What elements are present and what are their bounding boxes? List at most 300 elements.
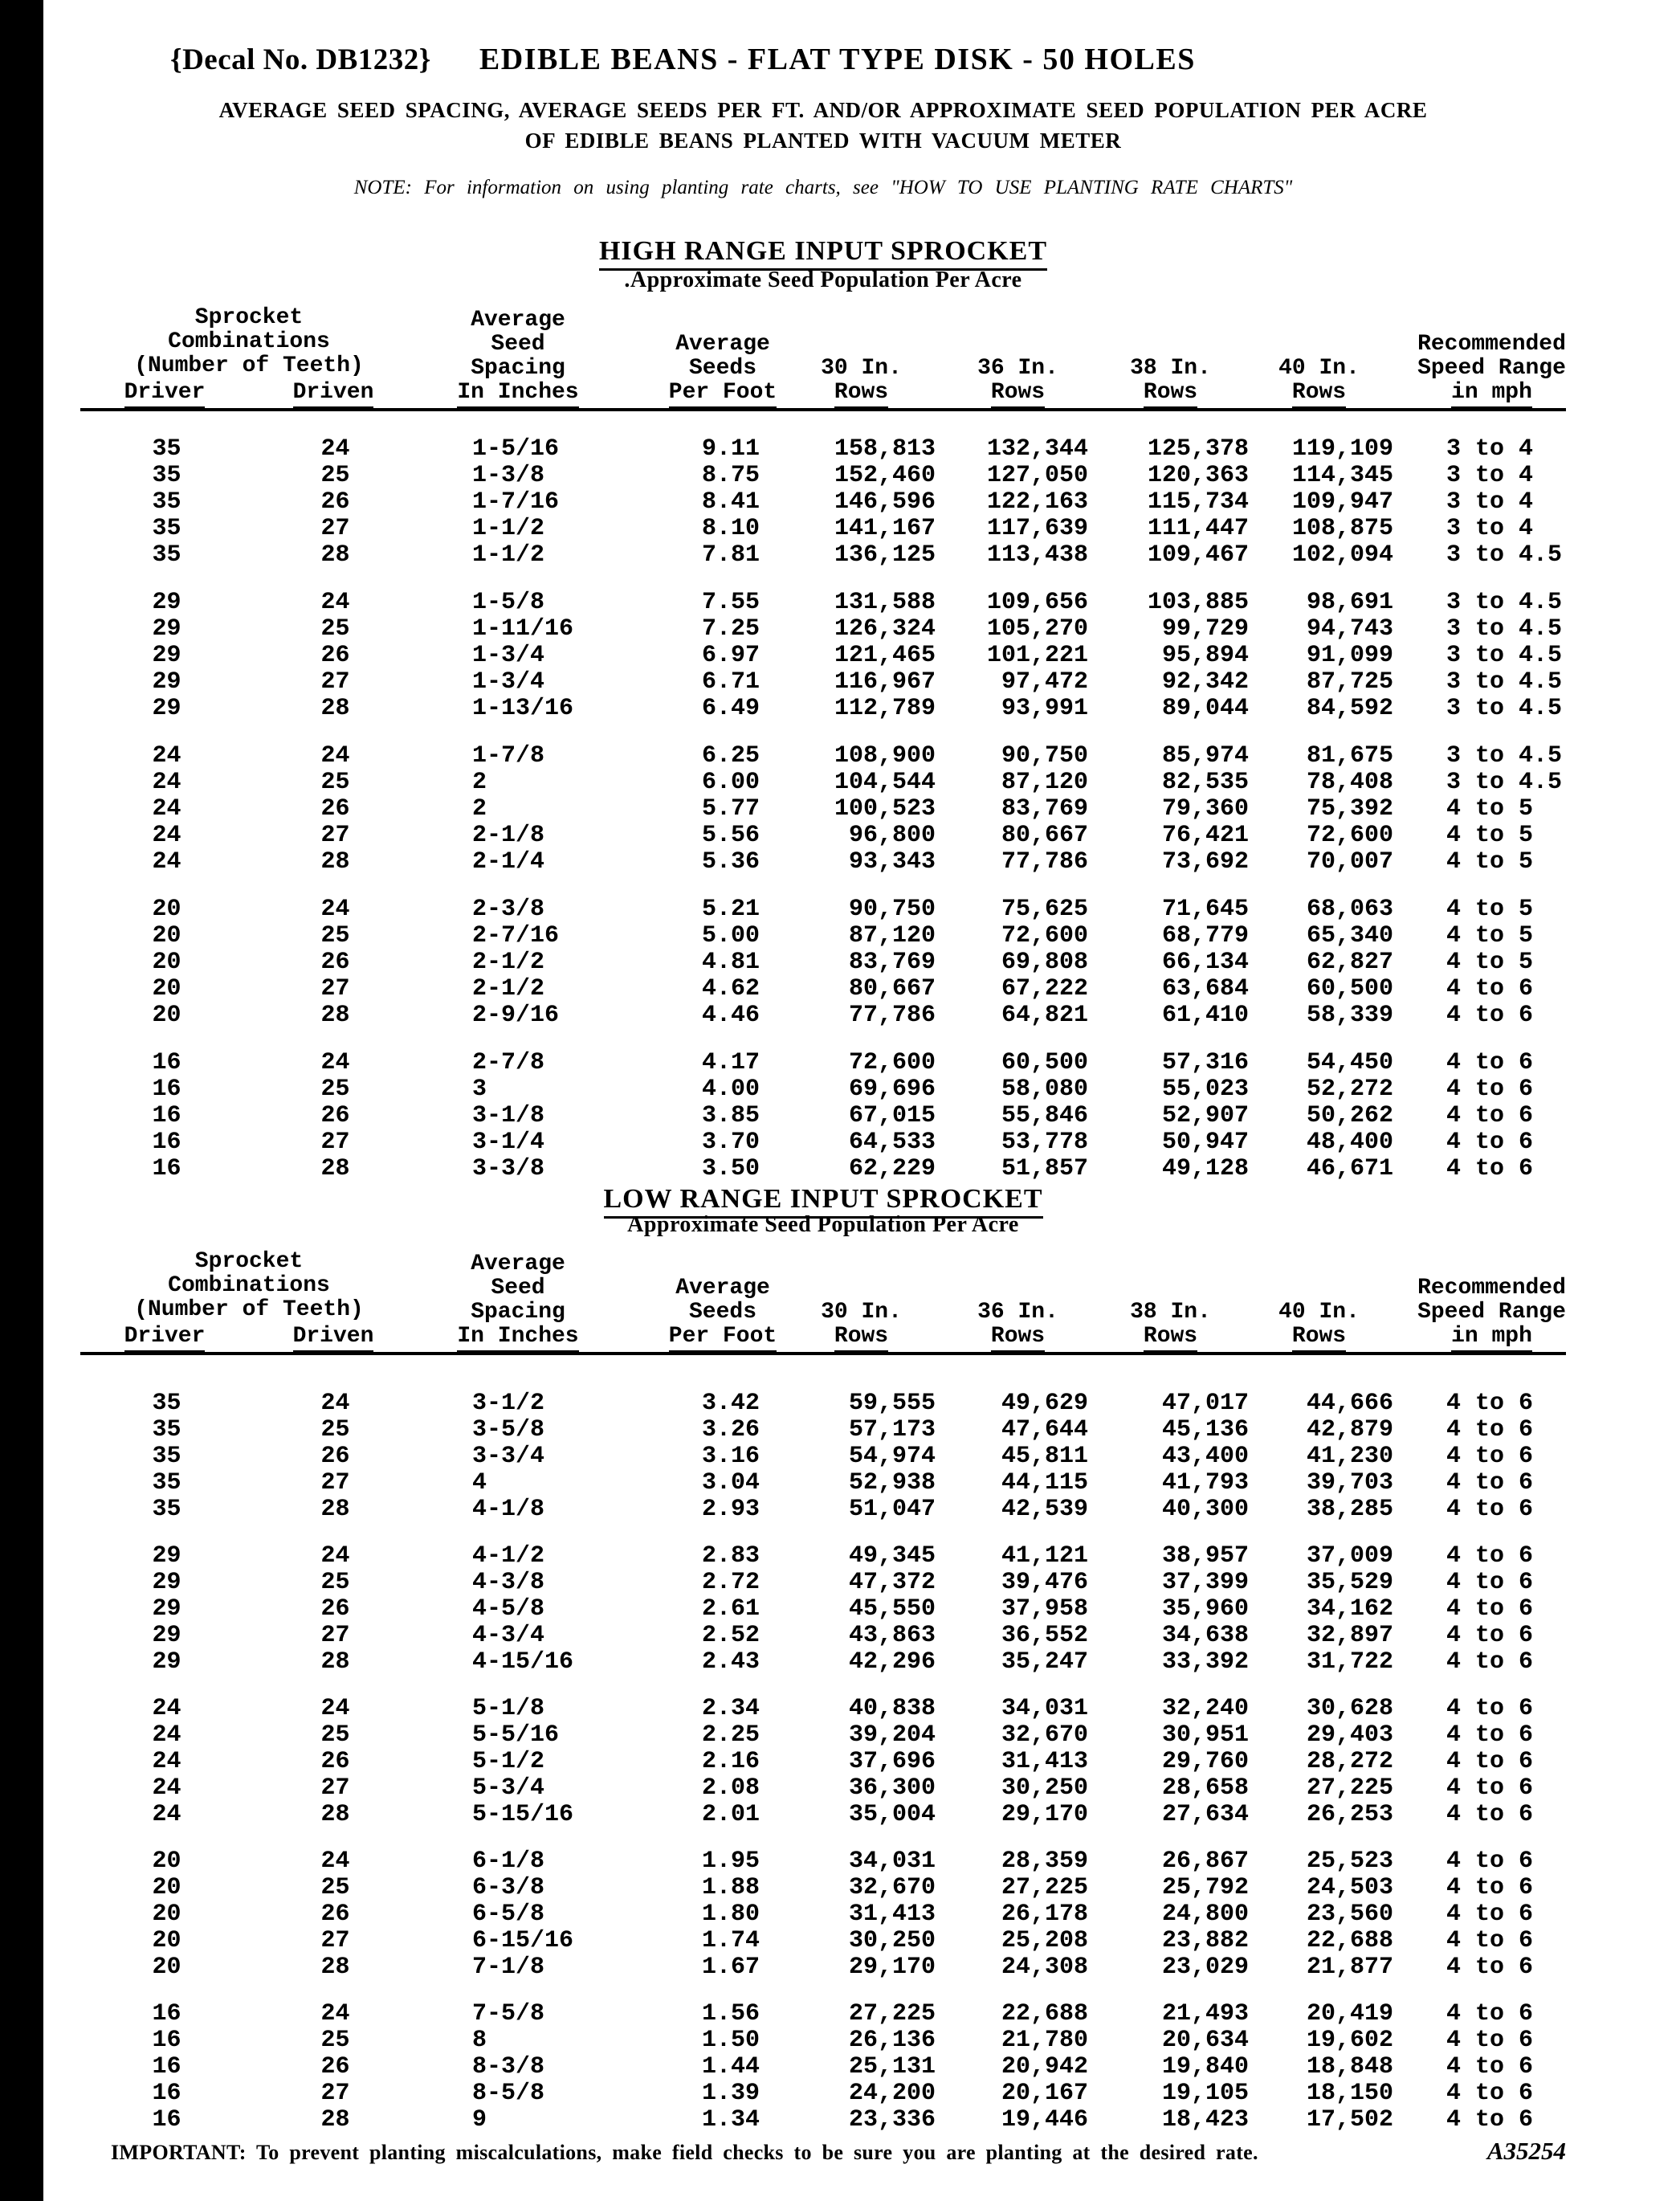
table-cell: 6-3/8 xyxy=(472,1874,545,1901)
table-cell: 68,779 xyxy=(1161,922,1249,949)
table-cell: 6.71 xyxy=(701,668,760,696)
table-cell: 50,947 xyxy=(1161,1129,1249,1156)
table-cell: 4 to 6 xyxy=(1446,1569,1534,1596)
driven-header: Driven xyxy=(249,1325,418,1353)
table-cell: 49,128 xyxy=(1161,1155,1249,1182)
table-cell: 19,602 xyxy=(1306,2027,1393,2054)
table-cell: 1.67 xyxy=(701,1954,760,1981)
sprocket-group xyxy=(80,2001,1566,2134)
table-cell: 25 xyxy=(320,1721,350,1749)
table-cell: 3.04 xyxy=(701,1469,760,1497)
table-cell: 24,308 xyxy=(1001,1954,1088,1981)
table-cell: 16 xyxy=(152,2080,181,2107)
table-cell: 16 xyxy=(152,2053,181,2081)
table-cell: 9 xyxy=(472,2106,487,2134)
table-cell: 1-5/8 xyxy=(472,589,545,616)
table-cell: 29,170 xyxy=(848,1954,936,1981)
table-cell: 57,173 xyxy=(848,1416,936,1444)
table-row xyxy=(80,463,1566,489)
table-cell: 42,296 xyxy=(848,1648,936,1676)
table-row xyxy=(80,1390,1566,1417)
table-cell: 69,696 xyxy=(848,1076,936,1103)
table-cell: 100,523 xyxy=(834,795,936,823)
table-row xyxy=(80,1722,1566,1749)
table-cell: 24 xyxy=(152,742,181,770)
table-cell: 28 xyxy=(320,1155,350,1182)
table-cell: 81,675 xyxy=(1306,742,1393,770)
table-cell: 109,947 xyxy=(1291,488,1393,516)
table-cell: 5.36 xyxy=(701,848,760,876)
table-cell: 114,345 xyxy=(1291,462,1393,489)
table-cell: 1.95 xyxy=(701,1848,760,1875)
table-cell: 4 to 5 xyxy=(1446,922,1534,949)
table-cell: 42,879 xyxy=(1306,1416,1393,1444)
table-cell: 28 xyxy=(320,1801,350,1828)
table-cell: 4 to 6 xyxy=(1446,1496,1534,1523)
table-cell: 87,120 xyxy=(1001,769,1088,796)
table-cell: 132,344 xyxy=(986,435,1088,463)
table-cell: 1.39 xyxy=(701,2080,760,2107)
table-cell: 8.10 xyxy=(701,515,760,542)
table-cell: 158,813 xyxy=(834,435,936,463)
low-range-table xyxy=(80,1390,1566,2154)
scan-edge-artifact xyxy=(0,0,43,2201)
table-cell: 68,063 xyxy=(1306,896,1393,923)
table-cell: 3 to 4 xyxy=(1446,462,1534,489)
table-cell: 67,015 xyxy=(848,1102,936,1129)
table-row xyxy=(80,1050,1566,1076)
table-cell: 27 xyxy=(320,975,350,1002)
driven-header: Driven xyxy=(249,381,418,409)
table-cell: 16 xyxy=(152,1102,181,1129)
table-cell: 4 to 6 xyxy=(1446,1874,1534,1901)
table-cell: 4-5/8 xyxy=(472,1595,545,1623)
table-cell: 4 to 6 xyxy=(1446,1848,1534,1875)
table-cell: 3 to 4.5 xyxy=(1446,668,1563,696)
title-row xyxy=(170,42,1196,77)
table-cell: 41,793 xyxy=(1161,1469,1249,1497)
table-cell: 113,438 xyxy=(986,541,1088,569)
table-cell: 27 xyxy=(320,2080,350,2107)
table-cell: 3 to 4.5 xyxy=(1446,742,1563,770)
table-cell: 4 to 6 xyxy=(1446,2053,1534,2081)
table-cell: 131,588 xyxy=(834,589,936,616)
high-range-heading: HIGH RANGE INPUT SPROCKET xyxy=(80,236,1566,267)
table-cell: 72,600 xyxy=(848,1049,936,1076)
table-cell: 32,670 xyxy=(1001,1721,1088,1749)
table-row xyxy=(80,2054,1566,2081)
table-cell: 28 xyxy=(320,1496,350,1523)
table-cell: 5-3/4 xyxy=(472,1774,545,1802)
table-cell: 24 xyxy=(320,435,350,463)
table-row xyxy=(80,669,1566,696)
table-row xyxy=(80,1103,1566,1129)
table-cell: 60,500 xyxy=(1001,1049,1088,1076)
rows-30-in-header: 30 In. Rows xyxy=(803,1301,956,1353)
table-cell: 3 to 4.5 xyxy=(1446,589,1563,616)
table-cell: 3-1/4 xyxy=(472,1129,545,1156)
table-cell: 24 xyxy=(152,769,181,796)
table-cell: 2-7/8 xyxy=(472,1049,545,1076)
table-cell: 64,533 xyxy=(848,1129,936,1156)
table-cell: 45,550 xyxy=(848,1595,936,1623)
table-cell: 29 xyxy=(152,695,181,722)
table-cell: 32,240 xyxy=(1161,1695,1249,1722)
table-row xyxy=(80,1596,1566,1623)
table-cell: 4 to 6 xyxy=(1446,1542,1534,1570)
table-cell: 112,789 xyxy=(834,695,936,722)
seed-spacing-header: Average Seed Spacing In Inches xyxy=(418,308,642,409)
table-cell: 4 to 6 xyxy=(1446,1748,1534,1775)
table-cell: 84,592 xyxy=(1306,695,1393,722)
table-cell: 27,225 xyxy=(1001,1874,1088,1901)
table-cell: 28 xyxy=(320,1954,350,1981)
table-cell: 27 xyxy=(320,515,350,542)
table-cell: 102,094 xyxy=(1291,541,1393,569)
table-cell: 109,467 xyxy=(1147,541,1249,569)
table-row xyxy=(80,1749,1566,1775)
table-cell: 116,967 xyxy=(834,668,936,696)
table-cell: 51,857 xyxy=(1001,1155,1088,1182)
table-row xyxy=(80,1543,1566,1570)
table-row xyxy=(80,1848,1566,1875)
table-cell: 87,725 xyxy=(1306,668,1393,696)
table-cell: 27 xyxy=(320,1774,350,1802)
table-cell: 5.21 xyxy=(701,896,760,923)
table-cell: 50,262 xyxy=(1306,1102,1393,1129)
table-cell: 28 xyxy=(320,1648,350,1676)
table-cell: 24 xyxy=(320,1695,350,1722)
table-cell: 78,408 xyxy=(1306,769,1393,796)
table-cell: 3.85 xyxy=(701,1102,760,1129)
table-cell: 20 xyxy=(152,896,181,923)
table-row xyxy=(80,542,1566,569)
table-cell: 48,400 xyxy=(1306,1129,1393,1156)
page-title: EDIBLE BEANS - FLAT TYPE DISK - 50 HOLES xyxy=(479,43,1196,76)
table-cell: 27,225 xyxy=(1306,1774,1393,1802)
table-cell: 16 xyxy=(152,2106,181,2134)
table-cell: 5-1/8 xyxy=(472,1695,545,1722)
table-cell: 16 xyxy=(152,2000,181,2027)
table-cell: 47,372 xyxy=(848,1569,936,1596)
table-cell: 7.25 xyxy=(701,615,760,643)
table-cell: 83,769 xyxy=(848,949,936,976)
table-cell: 4 to 6 xyxy=(1446,1774,1534,1802)
rows-38-in-header: 38 In. Rows xyxy=(1108,357,1265,409)
table-cell: 2.16 xyxy=(701,1748,760,1775)
table-cell: 101,221 xyxy=(986,642,1088,669)
table-cell: 24 xyxy=(320,1049,350,1076)
table-cell: 4 to 6 xyxy=(1446,1002,1534,1029)
table-cell: 2.52 xyxy=(701,1622,760,1649)
table-cell: 1-3/8 xyxy=(472,462,545,489)
table-cell: 3 to 4.5 xyxy=(1446,769,1563,796)
table-cell: 4 to 6 xyxy=(1446,1155,1534,1182)
table-cell: 24 xyxy=(320,1542,350,1570)
table-cell: 75,625 xyxy=(1001,896,1088,923)
table-cell: 32,670 xyxy=(848,1874,936,1901)
table-cell: 34,031 xyxy=(1001,1695,1088,1722)
sprocket-group xyxy=(80,1543,1566,1676)
table-cell: 20 xyxy=(152,1002,181,1029)
table-row xyxy=(80,1129,1566,1156)
table-cell: 4 to 6 xyxy=(1446,1721,1534,1749)
table-cell: 64,821 xyxy=(1001,1002,1088,1029)
table-cell: 35 xyxy=(152,1416,181,1444)
table-cell: 28 xyxy=(320,541,350,569)
table-cell: 4 to 6 xyxy=(1446,1648,1534,1676)
table-cell: 26 xyxy=(320,1748,350,1775)
table-row xyxy=(80,616,1566,643)
table-cell: 4 to 6 xyxy=(1446,1595,1534,1623)
table-cell: 4-3/8 xyxy=(472,1569,545,1596)
table-cell: 44,666 xyxy=(1306,1390,1393,1417)
table-cell: 57,316 xyxy=(1161,1049,1249,1076)
sprocket-group xyxy=(80,1848,1566,1981)
table-cell: 47,644 xyxy=(1001,1416,1088,1444)
table-cell: 21,493 xyxy=(1161,2000,1249,2027)
table-cell: 26,253 xyxy=(1306,1801,1393,1828)
table-cell: 4 to 6 xyxy=(1446,1954,1534,1981)
table-cell: 58,339 xyxy=(1306,1002,1393,1029)
table-cell: 4-1/2 xyxy=(472,1542,545,1570)
table-cell: 19,840 xyxy=(1161,2053,1249,2081)
table-cell: 4.81 xyxy=(701,949,760,976)
table-cell: 49,345 xyxy=(848,1542,936,1570)
table-cell: 4 to 6 xyxy=(1446,1416,1534,1444)
table-cell: 67,222 xyxy=(1001,975,1088,1002)
table-cell: 4 to 6 xyxy=(1446,2000,1534,2027)
table-cell: 34,638 xyxy=(1161,1622,1249,1649)
table-cell: 2-1/4 xyxy=(472,848,545,876)
table-row xyxy=(80,1901,1566,1928)
table-cell: 5.77 xyxy=(701,795,760,823)
table-row xyxy=(80,1875,1566,1901)
table-cell: 31,413 xyxy=(848,1901,936,1928)
table-cell: 25,208 xyxy=(1001,1927,1088,1954)
table-cell: 24 xyxy=(320,742,350,770)
table-cell: 30,250 xyxy=(848,1927,936,1954)
table-cell: 76,421 xyxy=(1161,822,1249,849)
table-cell: 17,502 xyxy=(1306,2106,1393,2134)
table-cell: 4 to 6 xyxy=(1446,1129,1534,1156)
table-cell: 97,472 xyxy=(1001,668,1088,696)
table-cell: 4 to 6 xyxy=(1446,1443,1534,1470)
table-cell: 8.75 xyxy=(701,462,760,489)
table-cell: 5-1/2 xyxy=(472,1748,545,1775)
table-cell: 117,639 xyxy=(986,515,1088,542)
table-cell: 25,131 xyxy=(848,2053,936,2081)
table-cell: 24,800 xyxy=(1161,1901,1249,1928)
table-cell: 125,378 xyxy=(1147,435,1249,463)
table-cell: 72,600 xyxy=(1306,822,1393,849)
table-cell: 3.16 xyxy=(701,1443,760,1470)
table-cell: 8-5/8 xyxy=(472,2080,545,2107)
table-row xyxy=(80,489,1566,516)
sprocket-combinations-header: Sprocket Combinations (Number of Teeth) Driver Driven xyxy=(80,1250,418,1353)
table-cell: 30,250 xyxy=(1001,1774,1088,1802)
table-cell: 26 xyxy=(320,949,350,976)
table-cell: 20 xyxy=(152,1874,181,1901)
driver-driven-header xyxy=(80,1325,418,1353)
table-cell: 115,734 xyxy=(1147,488,1249,516)
sprocket-group xyxy=(80,743,1566,876)
table-cell: 37,958 xyxy=(1001,1595,1088,1623)
table-cell: 49,629 xyxy=(1001,1390,1088,1417)
table-cell: 69,808 xyxy=(1001,949,1088,976)
table-cell: 29 xyxy=(152,589,181,616)
table-cell: 141,167 xyxy=(834,515,936,542)
table-cell: 1-3/4 xyxy=(472,668,545,696)
table-row xyxy=(80,1775,1566,1802)
table-cell: 1.34 xyxy=(701,2106,760,2134)
driver-driven-header xyxy=(80,381,418,409)
high-range-table xyxy=(80,436,1566,1203)
table-cell: 3 to 4 xyxy=(1446,515,1534,542)
sprocket-group xyxy=(80,590,1566,722)
table-cell: 29,760 xyxy=(1161,1748,1249,1775)
table-cell: 42,539 xyxy=(1001,1496,1088,1523)
table-cell: 2.83 xyxy=(701,1542,760,1570)
table-row xyxy=(80,2081,1566,2107)
table-cell: 4 to 5 xyxy=(1446,949,1534,976)
low-range-heading: LOW RANGE INPUT SPROCKET xyxy=(80,1184,1566,1215)
table-cell: 2.25 xyxy=(701,1721,760,1749)
table-cell: 18,150 xyxy=(1306,2080,1393,2107)
low-range-subheading: Approximate Seed Population Per Acre xyxy=(627,1212,1019,1237)
table-cell: 24 xyxy=(152,1801,181,1828)
table-cell: 99,729 xyxy=(1161,615,1249,643)
table-cell: 105,270 xyxy=(986,615,1088,643)
table-row xyxy=(80,1002,1566,1029)
table-cell: 85,974 xyxy=(1161,742,1249,770)
table-cell: 43,863 xyxy=(848,1622,936,1649)
table-cell: 24 xyxy=(320,1390,350,1417)
decal-number: {Decal No. DB1232} xyxy=(170,43,431,76)
table-cell: 35,004 xyxy=(848,1801,936,1828)
table-cell: 20 xyxy=(152,975,181,1002)
table-cell: 28 xyxy=(320,2106,350,2134)
table-cell: 2-1/2 xyxy=(472,975,545,1002)
table-cell: 2-1/2 xyxy=(472,949,545,976)
table-cell: 146,596 xyxy=(834,488,936,516)
table-cell: 25,523 xyxy=(1306,1848,1393,1875)
table-cell: 121,465 xyxy=(834,642,936,669)
table-cell: 4 to 6 xyxy=(1446,1049,1534,1076)
table-cell: 1-5/16 xyxy=(472,435,560,463)
table-cell: 3 to 4.5 xyxy=(1446,695,1563,722)
table-cell: 2.93 xyxy=(701,1496,760,1523)
sprocket-group xyxy=(80,1696,1566,1828)
table-cell: 71,645 xyxy=(1161,896,1249,923)
table-cell: 2.43 xyxy=(701,1648,760,1676)
table-cell: 25 xyxy=(320,922,350,949)
table-cell: 5.00 xyxy=(701,922,760,949)
table-cell: 27 xyxy=(320,1129,350,1156)
table-cell: 7.81 xyxy=(701,541,760,569)
table-cell: 35,960 xyxy=(1161,1595,1249,1623)
table-cell: 3 to 4 xyxy=(1446,488,1534,516)
table-cell: 20 xyxy=(152,1901,181,1928)
table-cell: 28,359 xyxy=(1001,1848,1088,1875)
table-cell: 4 to 6 xyxy=(1446,1901,1534,1928)
table-cell: 25 xyxy=(320,1874,350,1901)
table-cell: 93,991 xyxy=(1001,695,1088,722)
table-cell: 37,009 xyxy=(1306,1542,1393,1570)
table-cell: 4 to 6 xyxy=(1446,1102,1534,1129)
table-row xyxy=(80,1156,1566,1182)
table-cell: 24 xyxy=(320,589,350,616)
table-cell: 5-15/16 xyxy=(472,1801,574,1828)
table-row xyxy=(80,516,1566,542)
table-cell: 1-11/16 xyxy=(472,615,574,643)
seeds-per-foot-header: Average Seeds Per Foot xyxy=(642,1276,803,1353)
table-cell: 24 xyxy=(152,1774,181,1802)
table-cell: 2.01 xyxy=(701,1801,760,1828)
table-cell: 26,867 xyxy=(1161,1848,1249,1875)
table-cell: 1.44 xyxy=(701,2053,760,2081)
table-cell: 4 to 5 xyxy=(1446,848,1534,876)
low-range-column-headers xyxy=(80,1250,1566,1355)
table-cell: 52,907 xyxy=(1161,1102,1249,1129)
table-cell: 126,324 xyxy=(834,615,936,643)
table-cell: 54,974 xyxy=(848,1443,936,1470)
table-cell: 26 xyxy=(320,1595,350,1623)
table-cell: 25 xyxy=(320,1416,350,1444)
speed-range-header: Recommended Speed Range in mph xyxy=(1417,333,1566,409)
table-cell: 34,162 xyxy=(1306,1595,1393,1623)
table-cell: 38,285 xyxy=(1306,1496,1393,1523)
table-cell: 2-1/8 xyxy=(472,822,545,849)
table-row xyxy=(80,1570,1566,1596)
table-cell: 35 xyxy=(152,541,181,569)
rows-40-in-header: 40 In. Rows xyxy=(1265,1301,1417,1353)
table-cell: 25 xyxy=(320,462,350,489)
table-cell: 98,691 xyxy=(1306,589,1393,616)
table-cell: 92,342 xyxy=(1161,668,1249,696)
important-note: IMPORTANT: To prevent planting miscalculations, make field checks to be sure you are planting at the desired rate. xyxy=(111,2141,1258,2164)
table-cell: 6.00 xyxy=(701,769,760,796)
table-cell: 93,343 xyxy=(848,848,936,876)
driver-header: Driver xyxy=(80,381,249,409)
table-cell: 39,703 xyxy=(1306,1469,1393,1497)
table-cell: 3 to 4 xyxy=(1446,435,1534,463)
table-cell: 80,667 xyxy=(848,975,936,1002)
table-cell: 35 xyxy=(152,1443,181,1470)
table-cell: 36,300 xyxy=(848,1774,936,1802)
table-cell: 25 xyxy=(320,1569,350,1596)
table-cell: 3.50 xyxy=(701,1155,760,1182)
table-cell: 2.61 xyxy=(701,1595,760,1623)
table-cell: 2-3/8 xyxy=(472,896,545,923)
table-cell: 25 xyxy=(320,769,350,796)
table-cell: 91,099 xyxy=(1306,642,1393,669)
table-cell: 1.74 xyxy=(701,1927,760,1954)
sprocket-group xyxy=(80,896,1566,1029)
table-cell: 4-1/8 xyxy=(472,1496,545,1523)
table-row xyxy=(80,643,1566,669)
table-cell: 26 xyxy=(320,488,350,516)
table-cell: 82,535 xyxy=(1161,769,1249,796)
table-row xyxy=(80,796,1566,823)
table-cell: 7-1/8 xyxy=(472,1954,545,1981)
table-cell: 3-3/4 xyxy=(472,1443,545,1470)
table-cell: 2-7/16 xyxy=(472,922,560,949)
table-cell: 18,848 xyxy=(1306,2053,1393,2081)
form-code: A35254 xyxy=(1486,2137,1566,2165)
table-cell: 30,951 xyxy=(1161,1721,1249,1749)
table-cell: 4 to 5 xyxy=(1446,822,1534,849)
